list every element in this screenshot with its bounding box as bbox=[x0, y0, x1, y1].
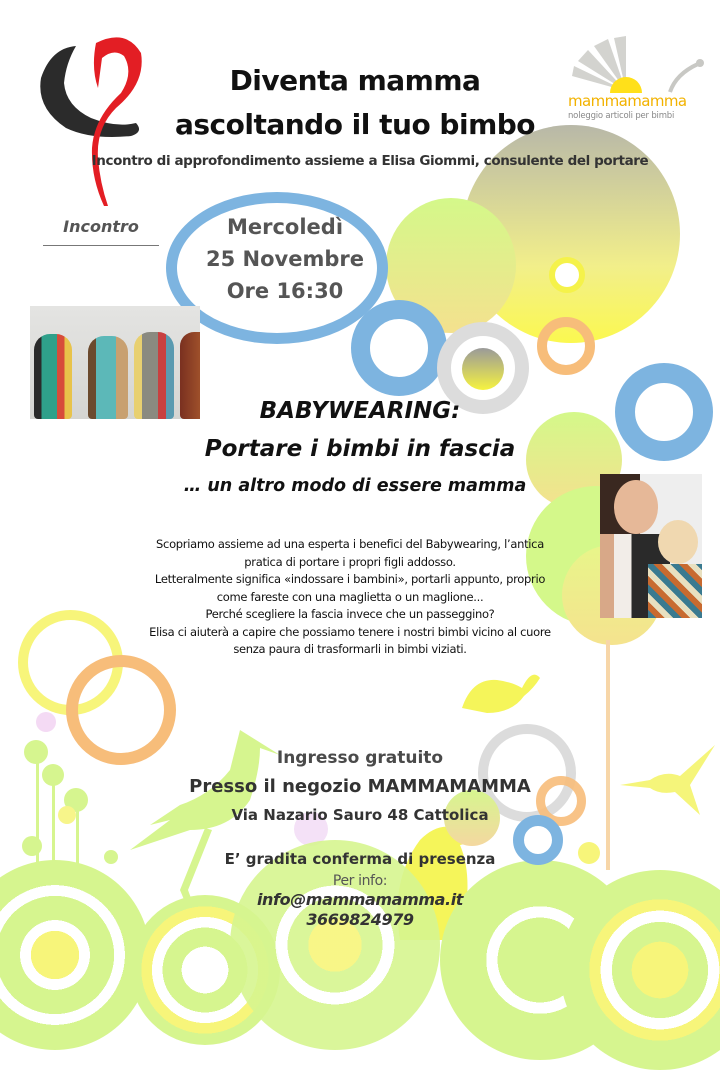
description-line: pratica di portare i propri figli addosso. bbox=[244, 554, 456, 569]
lime-dot-2 bbox=[42, 764, 64, 786]
wooden-figures-image bbox=[30, 306, 200, 419]
title-line-2: ascoltando il tuo bimbo bbox=[174, 108, 536, 141]
lime-dot-4 bbox=[22, 836, 42, 856]
small-yellow-ring bbox=[549, 257, 585, 293]
gradient-dot-inner bbox=[462, 348, 504, 390]
carrier-pattern bbox=[648, 564, 702, 618]
description-line: Elisa ci aiuterà a capire che possiamo tenere i nostri bimbi vicino al cuore bbox=[149, 624, 551, 639]
entry-text: Ingresso gratuito bbox=[276, 748, 444, 768]
event-label: Incontro bbox=[63, 217, 139, 236]
per-info-label: Per info: bbox=[332, 873, 388, 889]
lime-dot-1 bbox=[24, 740, 48, 764]
address-text: Via Nazario Sauro 48 Cattolica bbox=[231, 806, 489, 824]
yellow-bird-icon bbox=[462, 668, 542, 718]
hummingbird-icon bbox=[620, 740, 720, 820]
yellow-dot-lower bbox=[578, 842, 600, 864]
event-label-underline bbox=[43, 245, 159, 246]
peach-stem bbox=[606, 640, 610, 870]
blue-ring-mid bbox=[351, 300, 447, 396]
title-line-1: Diventa mamma bbox=[229, 64, 481, 97]
event-time: Ore 16:30 bbox=[226, 279, 344, 303]
pink-dot-1 bbox=[36, 712, 56, 732]
subtitle: Incontro di approfondimento assieme a Elisa Giommi, consulente del portare bbox=[91, 153, 649, 169]
child-head bbox=[658, 520, 698, 564]
event-day: Mercoledì bbox=[226, 215, 344, 239]
description-line: senza paura di trasformarli in bimbi viziati. bbox=[233, 642, 467, 656]
mother-face bbox=[614, 480, 658, 534]
contact-phone[interactable]: 3669824979 bbox=[306, 910, 414, 929]
bottom-concentric-3 bbox=[230, 840, 440, 1050]
heart-logo-icon bbox=[36, 28, 151, 208]
orange-ring-mid bbox=[537, 317, 595, 375]
topic-heading: BABYWEARING: bbox=[259, 398, 461, 424]
rsvp-text: E’ gradita conferma di presenza bbox=[224, 850, 496, 868]
stroller-sun-icon bbox=[568, 36, 708, 96]
contact-email[interactable]: info@mammamamma.it bbox=[256, 890, 464, 909]
brand-logo bbox=[568, 36, 708, 126]
description-line: come fareste con una maglietta o un maglione... bbox=[216, 589, 484, 604]
blue-ring-right bbox=[615, 363, 713, 461]
description-line: Letteralmente significa «indossare i bambini», portarli appunto, proprio bbox=[154, 572, 546, 586]
mother-child-image bbox=[600, 474, 702, 618]
description-line: Scopriamo assieme ad una esperta i benefici del Babywearing, l’antica bbox=[156, 537, 544, 551]
brand-tagline: noleggio articoli per bimbi bbox=[568, 111, 675, 121]
figure-1 bbox=[34, 334, 72, 419]
topic-tagline: … un altro modo di essere mamma bbox=[183, 476, 527, 496]
figure-3 bbox=[134, 332, 174, 419]
figure-2 bbox=[88, 336, 128, 419]
topic-subheading: Portare i bimbi in fascia bbox=[204, 436, 516, 462]
brand-name: mammamamma bbox=[568, 92, 687, 110]
venue-text: Presso il negozio MAMMAMAMMA bbox=[189, 776, 531, 797]
event-date: 25 Novembre bbox=[206, 247, 364, 271]
yellow-dot-3 bbox=[58, 806, 76, 824]
description-line: Perché scegliere la fascia invece che un passeggino? bbox=[205, 607, 495, 621]
description bbox=[110, 536, 590, 659]
